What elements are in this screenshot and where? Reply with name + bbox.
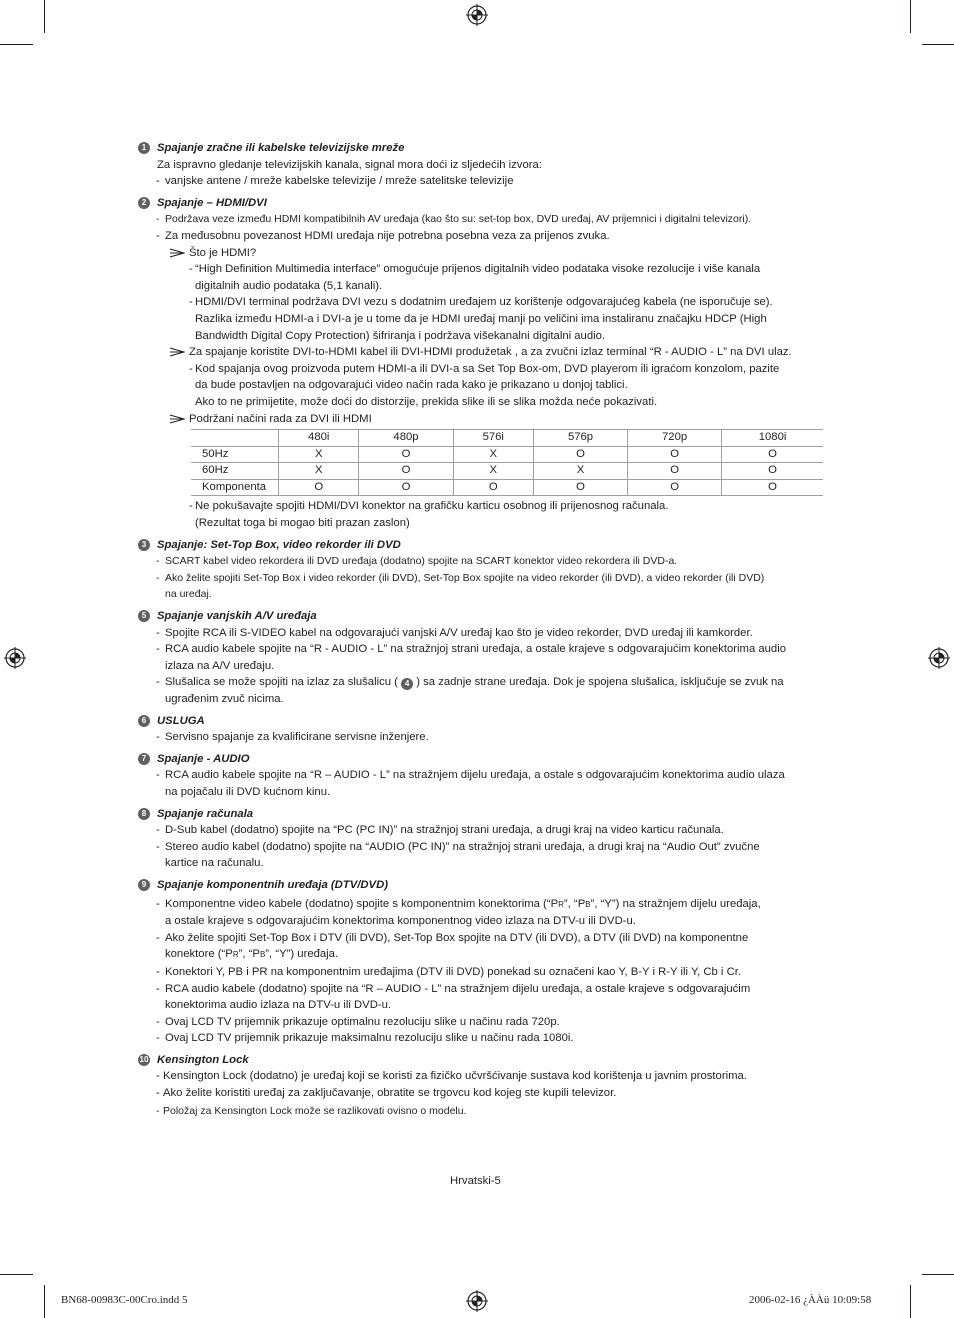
section-heading xyxy=(136,608,826,625)
section-heading xyxy=(136,537,826,554)
table-header-cell: 480p xyxy=(359,430,453,447)
table-cell: O xyxy=(722,479,823,496)
list-item: - Konektori Y, PB i PR na komponentnim uređajima (DTV ili DVD) ponekad su označeni kao Y, B-Y i R-Y ili Y, Cb i Cr. xyxy=(136,964,826,981)
section-heading xyxy=(136,806,826,823)
section-component xyxy=(136,877,826,1047)
crop-mark xyxy=(922,44,954,45)
item-text: ”, “Y”) na stražnjem dijelu uređaja, xyxy=(590,897,761,910)
registration-mark-icon xyxy=(466,1290,488,1312)
crop-mark xyxy=(910,0,911,33)
arrow-note-icon xyxy=(169,245,185,261)
list-item: - Ako želite koristiti uređaj za zaključavanje, obratite se trgovcu kod kojeg ste kupili televizor. xyxy=(136,1085,826,1102)
list-item-cont: a ostale krajeve s odgovarajućim konektorima komponentnog video izlaza na DTV-u ili DVD-u. xyxy=(165,915,636,928)
registration-mark-icon xyxy=(4,647,26,669)
section-title: Spajanje – HDMI/DVI xyxy=(157,196,267,209)
table-cell: O xyxy=(628,479,722,496)
numbered-circle-icon: 4 xyxy=(401,678,413,690)
table-cell: O xyxy=(359,446,453,463)
table-header-cell xyxy=(191,430,279,447)
arrow-note-icon xyxy=(169,344,185,360)
item-text: ”, “P xyxy=(563,897,586,910)
registration-mark-icon xyxy=(928,647,950,669)
supported-modes-table xyxy=(191,429,823,496)
list-item-cont: izlaza na A/V uređaju. xyxy=(165,659,275,672)
table-row xyxy=(191,446,823,463)
sub-item-cont: Ako to ne primijetite, može doći do distorzije, prekida slike ili se slika možda neće pokazivati. xyxy=(195,395,658,408)
section-service xyxy=(136,713,826,746)
list-item-cont: kartice na računalu. xyxy=(165,857,264,870)
table-cell: X xyxy=(453,446,533,463)
crop-mark xyxy=(0,44,33,45)
table-cell: O xyxy=(359,479,453,496)
note-text: Za spajanje koristite DVI-to-HDMI kabel ili DVI-HDMI produžetak , a za zvučni izlaz terminal “R - AUDIO - L” na DVI ulaz. xyxy=(189,346,792,359)
section-title: Spajanje - AUDIO xyxy=(157,752,250,765)
table-header-cell: 480i xyxy=(279,430,359,447)
list-item-cont: na uređaj. xyxy=(165,588,212,601)
item-text: konektore (“P xyxy=(165,948,233,961)
date-slug: 2006-02-16 ¿ÀÀü 10:09:58 xyxy=(749,1294,872,1306)
section-title: Spajanje vanjskih A/V uređaja xyxy=(157,610,317,623)
section-title: Spajanje komponentnih uređaja (DTV/DVD) xyxy=(157,878,388,891)
list-item: - Servisno spajanje za kvalificirane servisne inženjere. xyxy=(136,729,826,746)
section-heading xyxy=(136,140,826,157)
document-body xyxy=(136,135,826,1119)
sub-item-l1: - Kod spajanja ovog proizvoda putem HDMI-a ili DVI-a sa Set Top Box-om, DVD playerom ili igraćom konzolom, pazite xyxy=(136,361,826,378)
table-row xyxy=(191,463,823,480)
list-item: - RCA audio kabele (dodatno) spojite na “R – AUDIO - L” na stražnjem dijelu uređaja, a ostale krajeve s odgovarajućim xyxy=(136,981,826,998)
numbered-circle-icon: 3 xyxy=(138,539,150,551)
table-cell: O xyxy=(534,446,628,463)
section-title: Spajanje: Set-Top Box, video rekorder ili DVD xyxy=(157,538,401,551)
list-item xyxy=(136,674,826,691)
sub-item-cont: digitalnih audio podataka (5,1 kanali). xyxy=(195,279,383,292)
section-pc xyxy=(136,806,826,872)
section-heading xyxy=(136,1052,826,1069)
subscript: R xyxy=(232,950,239,960)
note-item xyxy=(136,245,826,262)
numbered-circle-icon: 5 xyxy=(138,610,150,622)
crop-mark xyxy=(44,0,45,33)
list-item: - RCA audio kabele spojite na “R - AUDIO - L” na stražnjoj strani uređaja, a ostale krajeve s odgovarajućim konektorima audio xyxy=(136,641,826,658)
section-title: USLUGA xyxy=(157,714,205,727)
note-item xyxy=(136,411,826,428)
table-cell: X xyxy=(279,463,359,480)
list-item: - RCA audio kabele spojite na “R – AUDIO - L” na stražnjem dijelu uređaja, a ostale s odgovarajućim konektorima audio ulaza xyxy=(136,767,826,784)
sub-item-cont: (Rezultat toga bi mogao biti prazan zaslon) xyxy=(195,517,410,530)
numbered-circle-icon: 2 xyxy=(138,197,150,209)
list-item-cont: ugrađenim zvuč nicima. xyxy=(165,693,284,705)
note-text: Što je HDMI? xyxy=(189,246,257,259)
crop-mark xyxy=(910,1285,911,1318)
table-cell: X xyxy=(279,446,359,463)
table-cell: O xyxy=(628,446,722,463)
table-cell: O xyxy=(279,479,359,496)
list-item: - vanjske antene / mreže kabelske televizije / mreže satelitske televizije xyxy=(136,173,826,190)
note-item xyxy=(136,344,826,361)
table-cell: O xyxy=(453,479,533,496)
crop-mark xyxy=(0,1274,33,1275)
section-heading xyxy=(136,713,826,730)
list-item: - Spojite RCA ili S-VIDEO kabel na odgovarajući vanjski A/V uređaj kao što je video rekorder, DVD uređaj ili kamkorder. xyxy=(136,625,826,642)
list-item: - Podržava veze između HDMI kompatibilnih AV uređaja (kao što su: set-top box, DVD uređaj, AV prijemnici i digitalni televizori). xyxy=(136,211,826,228)
sub-item-cont: da bude postavljen na odgovarajući video način rada kako je prikazano u donjoj tablici. xyxy=(195,379,628,392)
file-slug: BN68-00983C-00Cro.indd 5 xyxy=(61,1294,188,1306)
list-item-cont: konektorima audio izlaza na DTV-u ili DVD-u. xyxy=(165,999,392,1012)
section-heading xyxy=(136,877,826,894)
item-text: ”, “Y”) uređaja. xyxy=(265,948,339,961)
table-header-row xyxy=(191,430,823,447)
subscript: B xyxy=(259,950,266,960)
item-text: ”, “P xyxy=(238,948,260,961)
list-item-cont: na pojačalu ili DVD kućnom kinu. xyxy=(165,785,331,798)
list-item xyxy=(136,896,826,914)
numbered-circle-icon: 7 xyxy=(138,753,150,765)
numbered-circle-icon: 9 xyxy=(138,879,150,891)
numbered-circle-icon: 6 xyxy=(138,715,150,727)
list-item: - Položaj za Kensington Lock može se razlikovati ovisno o modelu. xyxy=(136,1103,826,1120)
table-cell: O xyxy=(722,446,823,463)
subscript: R xyxy=(558,899,564,909)
sub-item-cont: Bandwidth Digital Copy Protection) šifriranja i podržava višekanalni digitalni audio. xyxy=(195,329,606,342)
table-header-cell: 576i xyxy=(453,430,533,447)
item-text: ) sa zadnje strane uređaja. Dok je spojena slušalica, isključuje se zvuk na xyxy=(416,676,784,689)
table-cell: 60Hz xyxy=(191,463,279,480)
item-text: Slušalica se može spojiti na izlaz za slušalicu ( xyxy=(165,676,398,689)
table-cell: X xyxy=(534,463,628,480)
section-title: Kensington Lock xyxy=(157,1053,249,1066)
table-cell: O xyxy=(534,479,628,496)
table-cell: O xyxy=(359,463,453,480)
section-title: Spajanje računala xyxy=(157,807,254,820)
section-antenna xyxy=(136,140,826,190)
section-settop-vcr-dvd xyxy=(136,537,826,603)
numbered-circle-icon: 8 xyxy=(138,808,150,820)
table-cell: O xyxy=(722,463,823,480)
sub-item-cont: Razlika između HDMI-a i DVI-a je u tome da je HDMI uređaj manji po veličini ima instaliranu značajku HDCP (High xyxy=(195,312,767,325)
section-hdmi-dvi xyxy=(136,195,826,532)
numbered-circle-icon: 1 xyxy=(138,142,150,154)
section-heading xyxy=(136,195,826,212)
arrow-note-icon xyxy=(169,411,185,427)
page-number: Hrvatski-5 xyxy=(450,1175,501,1187)
section-kensington xyxy=(136,1052,826,1119)
table-cell: X xyxy=(453,463,533,480)
list-item: - Ovaj LCD TV prijemnik prikazuje maksimalnu rezoluciju slike u načinu rada 1080i. xyxy=(136,1030,826,1047)
sub-item-l1: - Ne pokušavajte spojiti HDMI/DVI konektor na grafičku karticu osobnog ili prijenosnog računala. xyxy=(136,498,826,515)
list-item: - Ako želite spojiti Set-Top Box i video rekorder (ili DVD), Set-Top Box spojite na video rekorder (ili DVD), a video rekorder (ili DVD) xyxy=(136,570,826,587)
section-external-av xyxy=(136,608,826,708)
crop-mark xyxy=(44,1285,45,1318)
registration-mark-icon xyxy=(466,4,488,26)
table-cell: Komponenta xyxy=(191,479,279,496)
list-item: - D-Sub kabel (dodatno) spojite na “PC (PC IN)” na stražnjoj strani uređaja, a drugi kraj na video karticu računala. xyxy=(136,822,826,839)
list-item: - Za međusobnu povezanost HDMI uređaja nije potrebna posebna veza za prijenos zvuka. xyxy=(136,228,826,245)
table-header-cell: 1080i xyxy=(722,430,823,447)
table-header-cell: 576p xyxy=(534,430,628,447)
table-header-cell: 720p xyxy=(628,430,722,447)
numbered-circle-icon: 10 xyxy=(139,1054,149,1064)
sub-item-l1: - “High Definition Multimedia interface” omogućuje prijenos digitalnih video podataka visoke rezolucije i više kanala xyxy=(136,261,826,278)
table-cell: O xyxy=(628,463,722,480)
section-audio xyxy=(136,751,826,801)
list-item: - Stereo audio kabel (dodatno) spojite na “AUDIO (PC IN)” na stražnjoj strani uređaja, a drugi kraj na “Audio Out” zvučne xyxy=(136,839,826,856)
list-item-cont xyxy=(136,946,826,964)
sub-item-l1: - HDMI/DVI terminal podržava DVI vezu s dodatnim uređajem uz korištenje odgovarajućeg kabela (ne isporučuje se). xyxy=(136,294,826,311)
note-text: Podržani načini rada za DVI ili HDMI xyxy=(189,412,372,425)
section-heading xyxy=(136,751,826,768)
table-cell: 50Hz xyxy=(191,446,279,463)
table-row xyxy=(191,479,823,496)
subscript: B xyxy=(585,899,591,909)
list-item: - SCART kabel video rekordera ili DVD uređaja (dodatno) spojite na SCART konektor video rekordera ili DVD-a. xyxy=(136,553,826,570)
paragraph: Za ispravno gledanje televizijskih kanala, signal mora doći iz sljedećih izvora: xyxy=(157,158,542,171)
list-item: - Ako želite spojiti Set-Top Box i DTV (ili DVD), Set-Top Box spojite na DTV (ili DVD), a DTV (ili DVD) na komponentne xyxy=(136,930,826,947)
crop-mark xyxy=(922,1274,954,1275)
section-title: Spajanje zračne ili kabelske televizijske mreže xyxy=(157,142,405,154)
list-item: - Ovaj LCD TV prijemnik prikazuje optimalnu rezoluciju slike u načinu rada 720p. xyxy=(136,1014,826,1031)
list-item: - Kensington Lock (dodatno) je uređaj koji se koristi za fizičko učvršćivanje sustava kod korištenja u javnim prostorima. xyxy=(136,1068,826,1085)
item-text: Komponentne video kabele (dodatno) spojite s komponentnim konektorima (“P xyxy=(165,897,559,910)
